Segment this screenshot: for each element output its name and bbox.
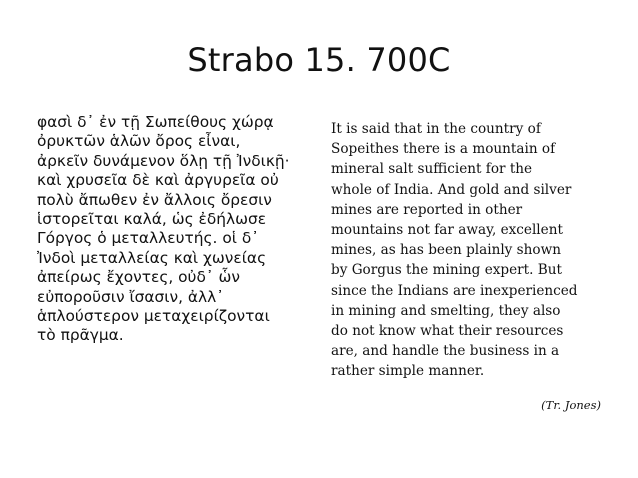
- greek-line: ἁπλούστερον μεταχειρίζονται: [37, 307, 270, 326]
- greek-line: ἀρκεῖν δυνάμενον ὅλῃ τῇ Ἰνδικῇ·: [37, 151, 290, 170]
- greek-text: [37, 113, 327, 346]
- english-line: whole of India. And gold and silver: [331, 181, 572, 198]
- english-line: Sopeithes there is a mountain of: [331, 141, 556, 158]
- english-line: mountains not far away, excellent: [331, 222, 563, 239]
- english-line: It is said that in the country of: [331, 121, 541, 137]
- greek-line: εὐποροῦσιν ἴσασιν, ἀλλ᾽: [37, 287, 224, 306]
- english-line: mines are reported in other: [331, 201, 523, 218]
- greek-line: τὸ πρᾶγμα.: [37, 326, 124, 345]
- translator-attribution: (Tr. Jones): [541, 398, 601, 412]
- slide-title: Strabo 15. 700C: [187, 41, 451, 79]
- greek-line: Γόργος ὁ μεταλλευτής. οἱ δ᾽: [37, 229, 259, 248]
- greek-line: πολὺ ἄπωθεν ἐν ἄλλοις ὄρεσιν: [37, 190, 272, 209]
- english-line: rather simple manner.: [331, 363, 485, 380]
- greek-line: ἱστορεῖται καλά, ὡς ἐδήλωσε: [37, 210, 267, 229]
- greek-line: ἀπείρως ἔχοντες, οὐδ᾽ ὧν: [37, 268, 240, 287]
- greek-line: φασὶ δ᾽ ἐν τῇ Σωπείθους χώρᾳ: [37, 113, 274, 131]
- english-line: do not know what their resources: [331, 323, 564, 340]
- english-line: are, and handle the business in a: [331, 343, 560, 360]
- greek-line: Ἰνδοὶ μεταλλείας καὶ χωνείας: [37, 248, 267, 267]
- english-line: since the Indians are inexperienced: [331, 282, 578, 299]
- greek-line: καὶ χρυσεῖα δὲ καὶ ἀργυρεῖα οὐ: [37, 171, 279, 190]
- greek-line: ὀρυκτῶν ἁλῶν ὄρος εἶναι,: [37, 132, 241, 151]
- english-line: mineral salt sufficient for the: [331, 161, 533, 178]
- english-translation: [331, 119, 611, 382]
- english-line: mines, as has been plainly shown: [331, 242, 561, 259]
- english-line: in mining and smelting, they also: [331, 302, 561, 319]
- english-line: by Gorgus the mining expert. But: [331, 262, 562, 279]
